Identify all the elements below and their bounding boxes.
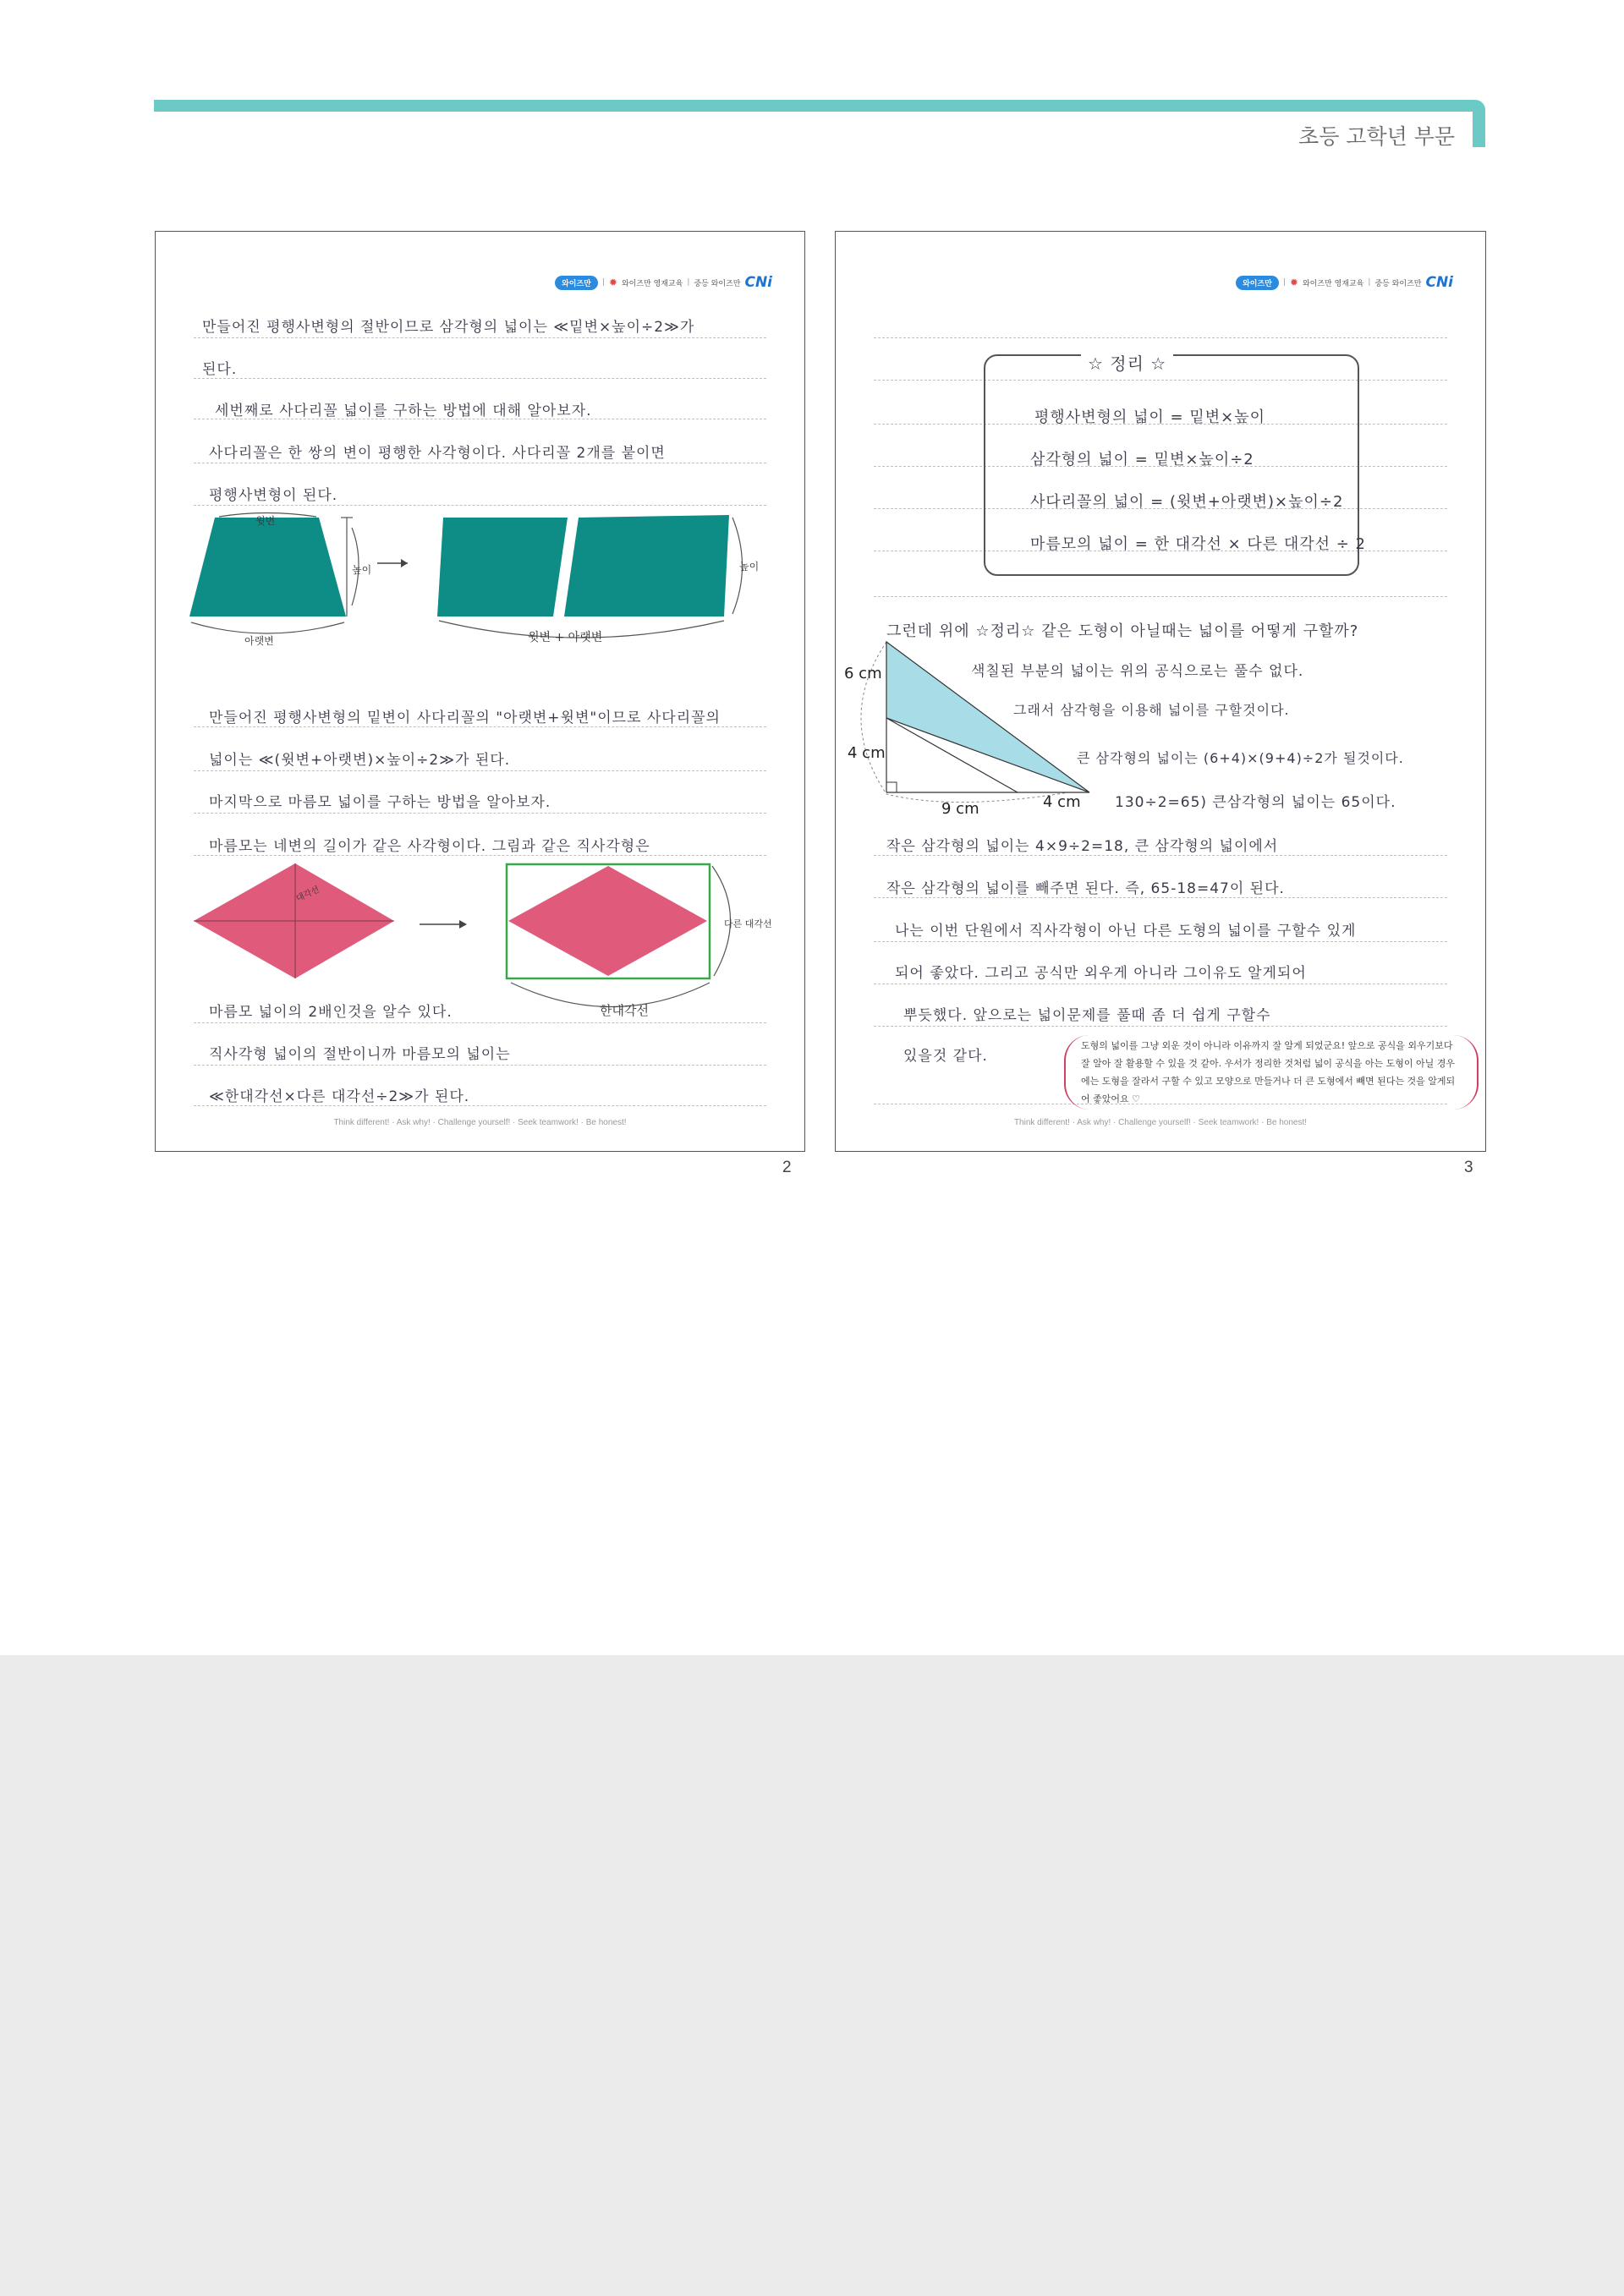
label-height: 높이	[352, 564, 372, 576]
label-other-diagonal: 다른 대각선	[724, 918, 772, 929]
label-diagonal: 대각선	[294, 885, 321, 904]
logo-badge: 와이즈만	[1236, 276, 1279, 290]
rule-line	[194, 855, 766, 856]
text-line: 사다리꼴은 한 쌍의 변이 평행한 사각형이다. 사다리꼴 2개를 붙이면	[209, 445, 666, 462]
text-line: ≪한대각선×다른 대각선÷2≫가 된다.	[209, 1088, 470, 1105]
rule-line	[194, 378, 766, 379]
logo-separator: |	[601, 278, 605, 287]
text-line: 마름모는 네변의 길이가 같은 사각형이다. 그림과 같은 직사각형은	[209, 838, 650, 855]
publisher-logo	[555, 274, 772, 291]
footer-motto: Think different! · Ask why! · Challenge yourself! · Seek teamwork! · Be honest!	[333, 1118, 627, 1127]
text-line: 그래서 삼각형을 이용해 넓이를 구할것이다.	[1013, 702, 1290, 718]
page-number-right: 3	[1464, 1159, 1473, 1176]
page-number-left: 2	[782, 1159, 792, 1176]
text-line: 넓이는 ≪(윗변+아랫변)×높이÷2≫가 된다.	[209, 752, 511, 769]
text-line: 큰 삼각형의 넓이는 (6+4)×(9+4)÷2가 될것이다.	[1077, 750, 1404, 766]
label-one-diagonal: 한대각선	[600, 1003, 649, 1018]
logo-right: 중등 와이즈만	[694, 279, 741, 288]
logo-brand: CNi	[744, 274, 772, 291]
rule-line	[874, 897, 1447, 898]
label-4cm-left: 4 cm	[848, 744, 886, 762]
rule-line	[194, 770, 766, 771]
bottom-gray-area	[0, 1655, 1624, 2296]
text-line: 마지막으로 마름모 넓이를 구하는 방법을 알아보자.	[209, 794, 551, 811]
header-accent-bar	[154, 100, 1484, 112]
summary-line: 마름모의 넓이 = 한 대각선 × 다른 대각선 ÷ 2	[1030, 535, 1367, 553]
label-4cm-bottom: 4 cm	[1043, 793, 1081, 811]
rule-line	[194, 726, 766, 727]
rule-line	[874, 855, 1447, 856]
summary-line: 삼각형의 넓이 = 밑변×높이÷2	[1030, 451, 1254, 469]
trapezoid-figure	[156, 511, 804, 663]
logo-separator: |	[1282, 278, 1286, 287]
rhombus-shape	[508, 866, 707, 976]
text-line: 만들어진 평행사변형의 밑변이 사다리꼴의 "아랫변+윗변"이므로 사다리꼴의	[209, 710, 721, 726]
text-line: 평행사변형이 된다.	[209, 487, 338, 504]
rhombus-figure	[156, 858, 804, 1018]
rule-line	[874, 1026, 1447, 1027]
label-6cm: 6 cm	[844, 665, 882, 682]
footer-motto: Think different! · Ask why! · Challenge yourself! · Seek teamwork! · Be honest!	[1013, 1118, 1308, 1127]
right-page	[835, 231, 1486, 1152]
logo-mid: 와이즈만 영재교육	[621, 279, 683, 288]
label-top: 윗변	[255, 515, 276, 527]
text-line: 되어 좋았다. 그리고 공식만 외우게 아니라 그이유도 알게되어	[895, 965, 1307, 982]
text-line: 색칠된 부분의 넓이는 위의 공식으로는 풀수 없다.	[971, 663, 1304, 680]
rule-line	[874, 337, 1447, 338]
text-line: 작은 삼각형의 넓이는 4×9÷2=18, 큰 삼각형의 넓이에서	[886, 838, 1279, 855]
text-line: 작은 삼각형의 넓이를 빼주면 된다. 즉, 65-18=47이 된다.	[886, 880, 1285, 897]
rule-line	[194, 1105, 766, 1106]
logo-separator: |	[1368, 278, 1371, 287]
text-line: 직사각형 넓이의 절반이니까 마름모의 넓이는	[209, 1046, 511, 1063]
text-line: 나는 이번 단원에서 직사각형이 아닌 다른 도형의 넓이를 구할수 있게	[895, 923, 1357, 940]
rule-line	[874, 941, 1447, 942]
logo-mid: 와이즈만 영재교육	[1302, 279, 1364, 288]
text-line: 만들어진 평행사변형의 절반이므로 삼각형의 넓이는 ≪밑변×높이÷2≫가	[202, 319, 695, 336]
text-line: 세번째로 사다리꼴 넓이를 구하는 방법에 대해 알아보자.	[215, 403, 592, 419]
rule-line	[874, 596, 1447, 597]
logo-badge: 와이즈만	[555, 276, 598, 290]
logo-right: 중등 와이즈만	[1374, 279, 1422, 288]
rule-line	[194, 505, 766, 506]
label-combined-base: 윗변 + 아랫변	[528, 631, 603, 644]
label-9cm: 9 cm	[941, 800, 979, 818]
rule-line	[194, 1022, 766, 1023]
left-page	[155, 231, 805, 1152]
text-line: 뿌듯했다. 앞으로는 넓이문제를 풀때 좀 더 쉽게 구할수	[903, 1007, 1271, 1024]
logo-brand: CNi	[1425, 274, 1453, 291]
sun-icon: ✹	[1289, 277, 1298, 288]
summary-title: ☆ 정리 ☆	[1081, 350, 1173, 375]
text-line: 마름모 넓이의 2배인것을 알수 있다.	[209, 1004, 453, 1021]
text-line: 그런데 위에 ☆정리☆ 같은 도형이 아닐때는 넓이를 어떻게 구할까?	[886, 622, 1359, 640]
header-accent-tail	[1473, 100, 1485, 147]
summary-line: 평행사변형의 넓이 = 밑변×높이	[1034, 408, 1265, 426]
label-bottom: 아랫변	[244, 635, 274, 647]
label-combined-height: 높이	[739, 561, 760, 573]
publisher-logo	[1236, 274, 1453, 291]
trapezoid-shape-flipped	[564, 515, 729, 616]
rule-line	[194, 1065, 766, 1066]
summary-line: 사다리꼴의 넓이 = (윗변+아랫변)×높이÷2	[1030, 493, 1344, 511]
section-title: 초등 고학년 부문	[1298, 124, 1455, 149]
sun-icon: ✹	[608, 277, 617, 288]
text-line: 있을것 같다.	[903, 1048, 988, 1065]
trapezoid-shape	[437, 518, 568, 616]
rule-line	[194, 337, 766, 338]
text-line: 130÷2=65) 큰삼각형의 넓이는 65이다.	[1115, 794, 1396, 811]
teacher-note: 도형의 넓이를 그냥 외운 것이 아니라 이유까지 잘 알게 되었군요! 앞으로 공식을 외우기보다 잘 알아 잘 활용할 수 있을 것 같아. 우서가 정리한 것처럼 넓이 공식을 아는 도형이 아닐 경우에는 도형을 잘라서 구할 수 있고 모양으로 만들거나 더 큰 도형에서 빼면 된다는 것을 알게되어 좋았어요 ♡	[1064, 1035, 1479, 1110]
rule-line	[194, 813, 766, 814]
logo-separator: |	[687, 278, 690, 287]
trapezoid-shape	[189, 518, 346, 616]
text-line: 된다.	[202, 361, 238, 378]
